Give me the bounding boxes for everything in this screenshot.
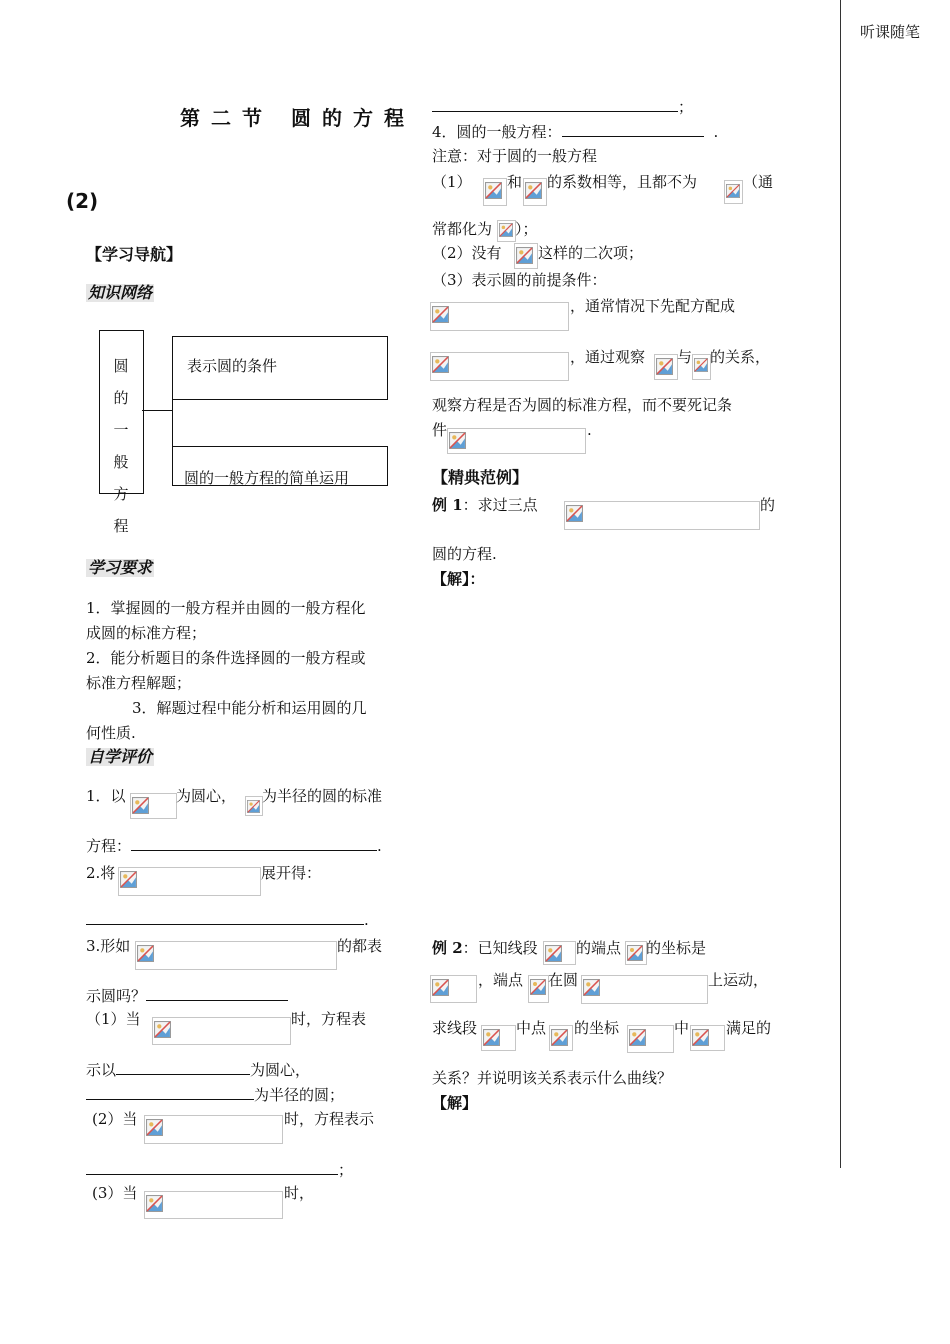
- item4-text: 4．圆的一般方程： .: [432, 123, 719, 141]
- example2-text-d: ，端点: [478, 971, 524, 989]
- case3-text-a: (3）当: [92, 1184, 138, 1202]
- note1-text-f: ）；: [515, 220, 538, 238]
- case3-text-b: 时，: [284, 1184, 315, 1202]
- note3-text-d: 与: [677, 348, 693, 366]
- diagram-connector: [142, 410, 173, 411]
- examples-heading: 【精典范例】: [432, 468, 529, 487]
- nav-heading: 【学习导航】: [86, 245, 183, 264]
- formula-image: [581, 975, 708, 1004]
- formula-image: [549, 1025, 573, 1051]
- image-placeholder-icon: [627, 945, 643, 961]
- note1-text-a: （1）: [432, 173, 472, 191]
- image-placeholder-icon: [694, 358, 708, 372]
- formula-image: [430, 975, 477, 1003]
- answer-blank[interactable]: [131, 836, 377, 851]
- image-placeholder-icon: [449, 432, 466, 449]
- example2-text-h: 中点: [516, 1019, 547, 1037]
- formula-image: [144, 1191, 283, 1219]
- requirement-2-cont: 标准方程解题；: [86, 674, 192, 692]
- diagram-branch-conditions: 表示圆的条件: [187, 357, 278, 375]
- image-placeholder-icon: [726, 184, 740, 198]
- example2-text-j: 中: [674, 1019, 690, 1037]
- note-text: 注意：对于圆的一般方程: [432, 147, 598, 165]
- case1-text-e: 为半径的圆；: [86, 1085, 344, 1104]
- answer-blank[interactable]: [116, 1060, 250, 1075]
- requirements-heading: 学习要求: [88, 558, 153, 577]
- formula-image: [245, 796, 263, 816]
- solution2-label: 【解】: [432, 1094, 478, 1112]
- case2-text-a: (2）当: [92, 1110, 138, 1128]
- margin-notes-label: 听课随笔: [860, 23, 921, 41]
- q3-text-b: 的都表: [337, 937, 383, 955]
- image-placeholder-icon: [566, 505, 583, 522]
- q3-text-a: 3.形如: [86, 937, 131, 955]
- formula-image: [564, 501, 760, 530]
- q2-text-a: 2.将: [86, 864, 116, 882]
- formula-image: [430, 302, 569, 331]
- formula-image: [430, 352, 569, 381]
- image-placeholder-icon: [483, 1029, 500, 1046]
- formula-image: [690, 1025, 725, 1051]
- image-placeholder-icon: [132, 797, 149, 814]
- q1-text-a: 1．以: [86, 787, 126, 805]
- requirement-3: 3．解题过程中能分析和运用圆的几: [132, 699, 367, 717]
- answer-blank[interactable]: [432, 97, 678, 112]
- example2-text-a: 例 2：已知线段: [432, 939, 538, 957]
- q1-text-d: 方程： .: [86, 837, 382, 855]
- formula-image: [724, 180, 743, 204]
- section-number: (2): [66, 189, 99, 213]
- requirement-1: 1．掌握圆的一般方程并由圆的一般方程化: [86, 599, 366, 617]
- formula-image: [118, 867, 261, 896]
- note1-text-c: 的系数相等，且都不为: [547, 173, 698, 191]
- image-placeholder-icon: [432, 979, 449, 996]
- image-placeholder-icon: [629, 1029, 646, 1046]
- q2-answer: .: [86, 910, 369, 929]
- formula-image: [481, 1025, 516, 1051]
- note1-text-b: 和: [507, 173, 523, 191]
- formula-image: [135, 941, 337, 970]
- image-placeholder-icon: [656, 358, 673, 375]
- page-title: 第二节 圆的方程: [180, 106, 415, 130]
- example1-text-b: 的: [760, 496, 776, 514]
- q1-text-b: 为圆心，: [176, 787, 237, 805]
- case1-text-b: 时，方程表: [291, 1010, 367, 1028]
- note3-text-f: 观察方程是否为圆的标准方程，而不要死记条: [432, 396, 733, 414]
- formula-image: [497, 220, 516, 242]
- example2-text-e: 在圆: [548, 971, 579, 989]
- image-placeholder-icon: [432, 306, 449, 323]
- solution1-label: 【解】：: [432, 570, 485, 588]
- image-placeholder-icon: [530, 979, 546, 995]
- answer-blank[interactable]: [86, 1160, 338, 1175]
- image-placeholder-icon: [146, 1195, 163, 1212]
- image-placeholder-icon: [120, 871, 137, 888]
- case2-text-b: 时，方程表示: [284, 1110, 375, 1128]
- image-placeholder-icon: [432, 356, 449, 373]
- image-placeholder-icon: [154, 1021, 171, 1038]
- answer-blank[interactable]: [562, 122, 704, 137]
- example2-text-b: 的端点: [576, 939, 622, 957]
- formula-image: [514, 243, 538, 269]
- note2-text-b: 这样的二次项；: [538, 244, 644, 262]
- q3-text-c: 示圆吗？: [86, 986, 288, 1005]
- image-placeholder-icon: [583, 979, 600, 996]
- formula-image: [483, 178, 507, 206]
- requirement-3-cont: 何性质.: [86, 724, 136, 742]
- case1-text-c: 示以 为圆心，: [86, 1061, 311, 1079]
- answer-blank[interactable]: [146, 986, 288, 1001]
- image-placeholder-icon: [499, 223, 513, 237]
- note3-text-e: 的关系，: [710, 348, 771, 366]
- formula-image: [625, 941, 647, 965]
- diagram-branch-application: 圆的一般方程的简单运用: [184, 469, 350, 487]
- answer-blank[interactable]: [86, 1085, 254, 1100]
- image-placeholder-icon: [551, 1029, 568, 1046]
- image-placeholder-icon: [525, 182, 542, 199]
- formula-image: [152, 1017, 291, 1045]
- requirement-1-cont: 成圆的标准方程；: [86, 624, 207, 642]
- note3-text-b: ，通常情况下先配方配成: [570, 297, 736, 315]
- formula-image: [447, 428, 586, 454]
- image-placeholder-icon: [247, 800, 260, 813]
- example2-text-c: 的坐标是: [646, 939, 707, 957]
- example2-text-g: 求线段: [432, 1019, 478, 1037]
- formula-image: [627, 1025, 674, 1053]
- image-placeholder-icon: [545, 945, 562, 962]
- self-eval-heading: 自学评价: [88, 747, 153, 766]
- example2-text-l: 关系？并说明该关系表示什么曲线？: [432, 1069, 673, 1087]
- example2-text-i: 的坐标: [574, 1019, 620, 1037]
- case1-text-a: （1）当: [86, 1010, 141, 1028]
- case2-answer: ；: [86, 1160, 353, 1179]
- note3-text-c: ，通过观察: [570, 348, 646, 366]
- formula-image: [692, 354, 711, 380]
- knowledge-network-heading: 知识网络: [88, 283, 153, 302]
- q1-text-c: 为半径的圆的标准: [262, 787, 383, 805]
- example1-text-a: 例 1：求过三点: [432, 496, 538, 514]
- formula-image: [528, 975, 549, 1003]
- q2-text-b: 展开得：: [261, 864, 322, 882]
- image-placeholder-icon: [485, 182, 502, 199]
- formula-image: [144, 1115, 283, 1144]
- image-placeholder-icon: [516, 247, 533, 264]
- example2-text-f: 上运动，: [708, 971, 769, 989]
- image-placeholder-icon: [692, 1029, 709, 1046]
- note3-text-h: .: [587, 421, 592, 439]
- note2-text-a: （2）没有: [432, 244, 502, 262]
- formula-image: [130, 793, 177, 819]
- example1-text-c: 圆的方程.: [432, 545, 497, 563]
- example2-text-k: 满足的: [726, 1019, 772, 1037]
- requirement-2: 2．能分析题目的条件选择圆的一般方程或: [86, 649, 366, 667]
- formula-image: [543, 941, 576, 965]
- note3-text: （3）表示圆的前提条件：: [432, 271, 607, 289]
- note1-text-d: （通: [743, 173, 774, 191]
- image-placeholder-icon: [137, 945, 154, 962]
- margin-rule: [840, 0, 841, 1168]
- image-placeholder-icon: [146, 1119, 163, 1136]
- note1-text-e: 常都化为: [432, 220, 493, 238]
- top-answer-line: ；: [432, 97, 693, 116]
- formula-image: [523, 178, 547, 206]
- formula-image: [654, 354, 678, 380]
- diagram-root-text: 圆 的 一 般 方 程: [113, 357, 129, 535]
- answer-blank[interactable]: [86, 910, 364, 925]
- note3-text-g: 件: [432, 421, 448, 439]
